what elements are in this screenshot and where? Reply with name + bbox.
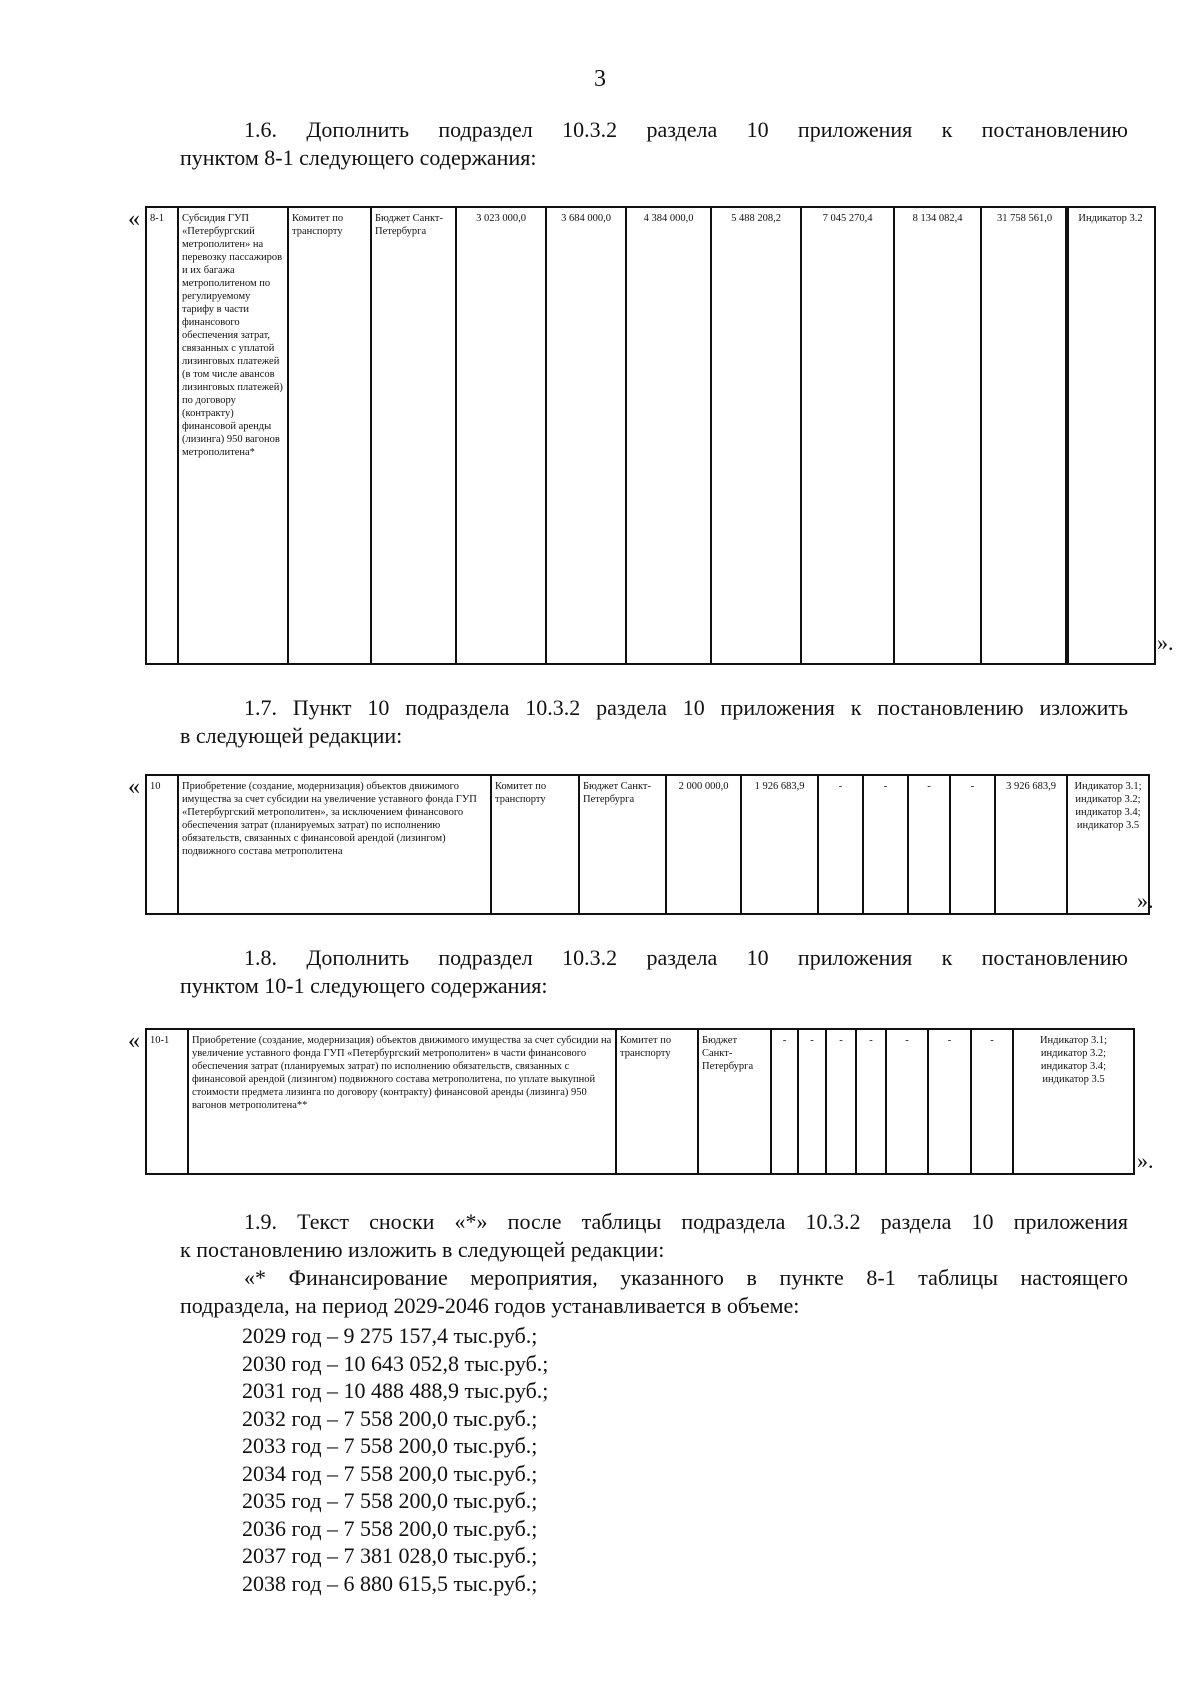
item-source: Бюджет Санкт-Петербурга <box>371 207 456 664</box>
item-name: Приобретение (создание, модернизация) объектов движимого имущества за счет субсидии на увеличение уставного фонда ГУП «Петербургский метрополитен» в части финансового обеспечения затрат (планируемых затрат) по исполнению обязательств, связанных с финансовой арендой (лизингом) подвижного состава метрополитена, по уплате выкупной стоимости предмета лизинга по договору (контракту) финансовой аренды (лизинга) 950 вагонов метрополитена** <box>188 1029 616 1174</box>
quote-open: « <box>128 206 140 232</box>
value-1: - <box>771 1029 798 1174</box>
value-4: - <box>856 1029 886 1174</box>
item-executor: Комитет по транспорту <box>616 1029 698 1174</box>
value-2: 1 926 683,9 <box>741 775 818 914</box>
table-item-8-1 <box>145 206 1069 665</box>
value-4: 5 488 208,2 <box>711 207 801 664</box>
section-1-8 <box>180 944 1128 1000</box>
section-1-7 <box>180 694 1128 750</box>
page-number: 3 <box>594 66 606 92</box>
funding-item: 2030 год – 10 643 052,8 тыс.руб.; <box>242 1350 549 1376</box>
funding-item: 2034 год – 7 558 200,0 тыс.руб.; <box>242 1460 538 1486</box>
quote-open: « <box>128 1028 140 1054</box>
section-1-8-line2: пунктом 10-1 следующего содержания: <box>180 973 548 998</box>
item-number: 8-1 <box>146 207 178 664</box>
value-6: - <box>950 775 995 914</box>
funding-item: 2037 год – 7 381 028,0 тыс.руб.; <box>242 1543 538 1568</box>
funding-item: 2031 год – 10 488 488,9 тыс.руб.; <box>242 1378 549 1403</box>
item-indicator: Индикатор 3.1; индикатор 3.2; индикатор 3.4; индикатор 3.5 <box>1013 1029 1134 1174</box>
item-number: 10-1 <box>146 1029 188 1174</box>
value-total: - <box>971 1029 1013 1174</box>
funding-item: 2036 год – 7 558 200,0 тыс.руб.; <box>242 1515 538 1541</box>
section-1-9 <box>180 1208 1128 1320</box>
value-2: - <box>798 1029 826 1174</box>
funding-item: 2032 год – 7 558 200,0 тыс.руб.; <box>242 1405 538 1431</box>
value-6: - <box>928 1029 971 1174</box>
table-item-10-1 <box>145 1028 1135 1175</box>
value-3: - <box>818 775 863 914</box>
table-item-8-1-indicator <box>1065 206 1156 665</box>
section-1-9-line1: 1.9. Текст сноски «*» после таблицы подраздела 10.3.2 раздела 10 приложения <box>244 1209 1128 1234</box>
value-1: 3 023 000,0 <box>456 207 546 664</box>
table-row <box>146 207 1068 664</box>
item-executor: Комитет по транспорту <box>288 207 371 664</box>
table-item-10 <box>145 774 1150 915</box>
section-1-9-line3: «* Финансирование мероприятия, указанного в пункте 8-1 таблицы настоящего <box>244 1265 1128 1290</box>
value-3: - <box>826 1029 856 1174</box>
item-name: Субсидия ГУП «Петербургский метрополитен» на перевозку пассажиров и их багажа метрополитеном по регулируемому тарифу в части финансового обеспечения затрат, связанных с уплатой лизинговых платежей (в том числе авансов лизинговых платежей) по договору (контракту) финансовой аренды (лизинга) 950 вагонов метрополитена* <box>178 207 288 664</box>
item-source: Бюджет Санкт-Петербурга <box>698 1029 771 1174</box>
item-number: 10 <box>146 775 178 914</box>
section-1-7-line2: в следующей редакции: <box>180 723 403 748</box>
quote-close: ». <box>1157 630 1174 655</box>
section-1-8-line1: 1.8. Дополнить подраздел 10.3.2 раздела 10 приложения к постановлению <box>244 945 1128 970</box>
section-1-9-line2: к постановлению изложить в следующей редакции: <box>180 1237 665 1262</box>
value-4: - <box>863 775 908 914</box>
item-executor: Комитет по транспорту <box>491 775 579 914</box>
funding-item: 2029 год – 9 275 157,4 тыс.руб.; <box>242 1323 538 1348</box>
item-indicator: Индикатор 3.1; индикатор 3.2; индикатор 3.4; индикатор 3.5 <box>1067 775 1149 914</box>
funding-item: 2038 год – 6 880 615,5 тыс.руб.; <box>242 1570 538 1596</box>
table-row <box>146 1029 1134 1174</box>
section-1-9-line4: подраздела, на период 2029-2046 годов устанавливается в объеме: <box>180 1293 800 1318</box>
item-name: Приобретение (создание, модернизация) объектов движимого имущества за счет субсидии на увеличение уставного фонда ГУП «Петербургский метрополитен», за исключением финансового обеспечения затрат (планируемых затрат) по исполнению обязательств, связанных с финансовой арендой (лизингом) подвижного состава метрополитена <box>178 775 491 914</box>
value-total: 31 758 561,0 <box>981 207 1068 664</box>
value-3: 4 384 000,0 <box>626 207 711 664</box>
item-indicator: Индикатор 3.2 <box>1066 207 1155 664</box>
item-source: Бюджет Санкт-Петербурга <box>579 775 666 914</box>
section-1-6-line2: пунктом 8-1 следующего содержания: <box>180 145 537 170</box>
value-2: 3 684 000,0 <box>546 207 626 664</box>
funding-list <box>242 1322 548 1597</box>
table-row <box>146 775 1149 914</box>
quote-close: ». <box>1137 888 1154 913</box>
value-5: - <box>886 1029 928 1174</box>
value-total: 3 926 683,9 <box>995 775 1067 914</box>
value-5: - <box>908 775 950 914</box>
section-1-6-line1: 1.6. Дополнить подраздел 10.3.2 раздела 10 приложения к постановлению <box>244 117 1128 142</box>
section-1-6 <box>180 116 1128 172</box>
section-1-7-line1: 1.7. Пункт 10 подраздела 10.3.2 раздела 10 приложения к постановлению изложить <box>244 695 1128 720</box>
value-6: 8 134 082,4 <box>894 207 981 664</box>
value-1: 2 000 000,0 <box>666 775 741 914</box>
funding-item: 2035 год – 7 558 200,0 тыс.руб.; <box>242 1488 538 1513</box>
funding-item: 2033 год – 7 558 200,0 тыс.руб.; <box>242 1433 538 1458</box>
quote-close: ». <box>1137 1148 1154 1173</box>
quote-open: « <box>128 774 140 800</box>
value-5: 7 045 270,4 <box>801 207 894 664</box>
